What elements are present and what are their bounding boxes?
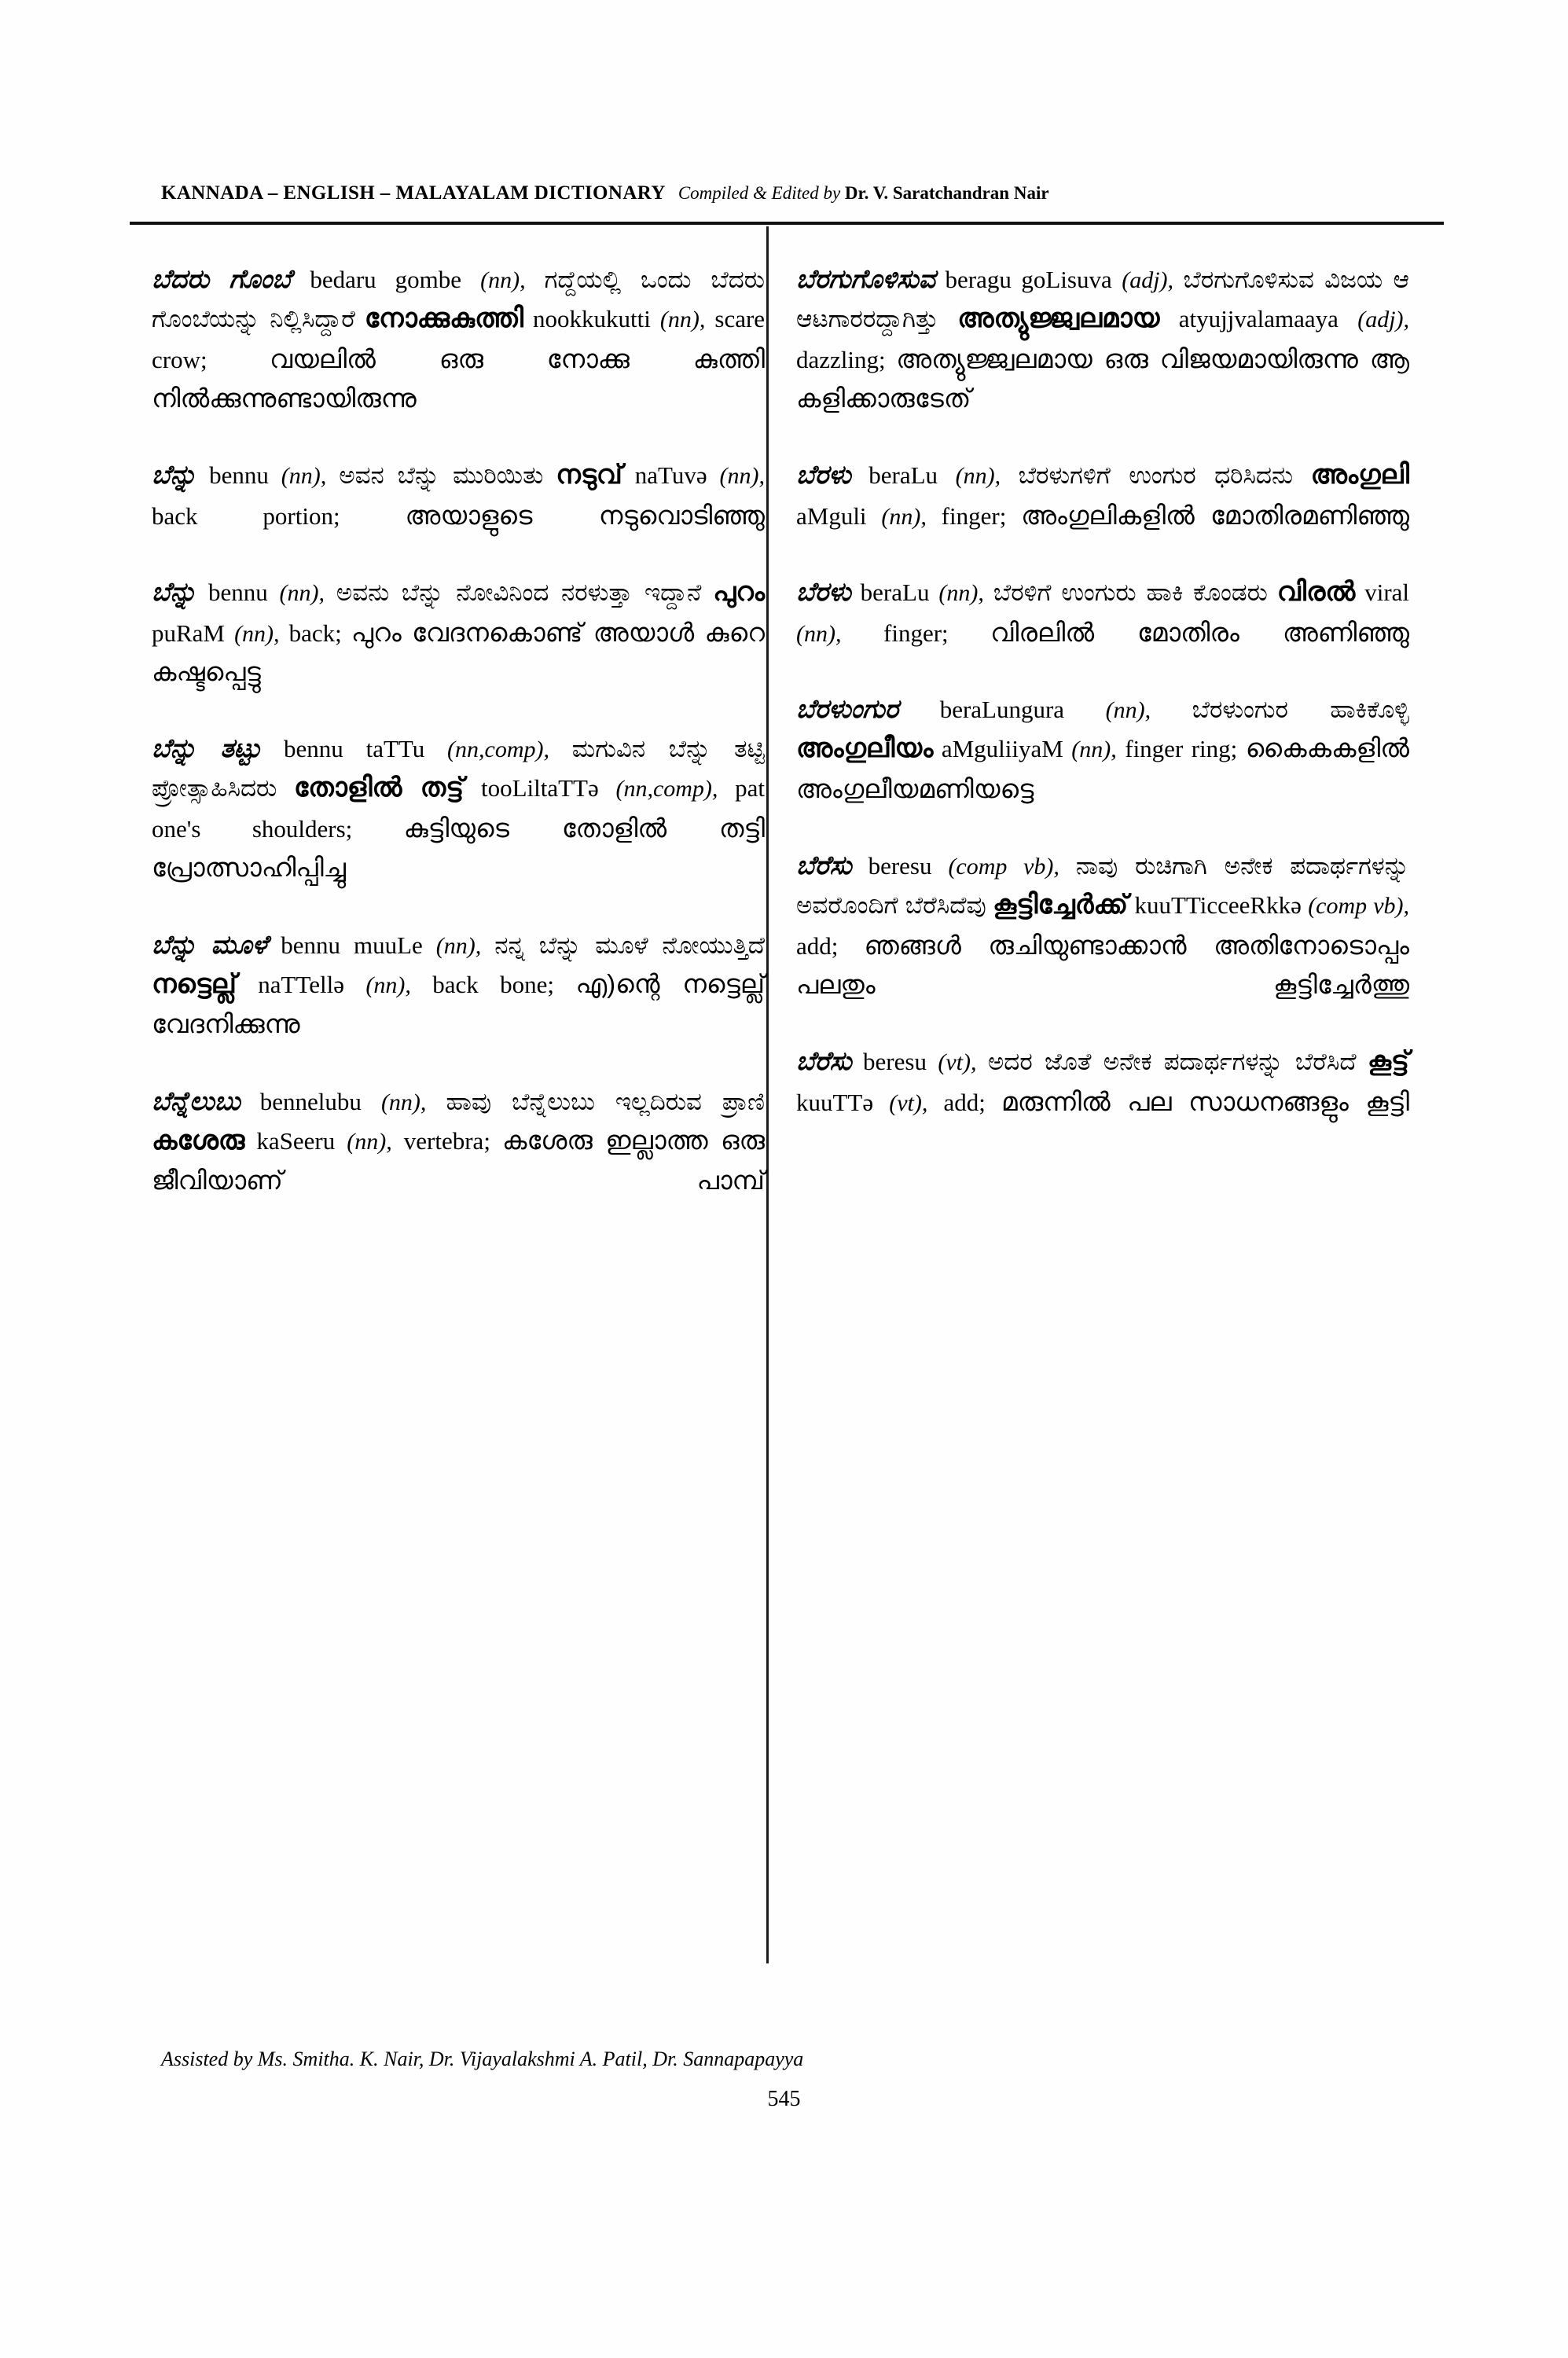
english-gloss: add; [943, 1089, 986, 1117]
entry-text [152, 455, 765, 572]
english-gloss: finger ring; [1125, 735, 1238, 763]
headword-kannada: ಬೆರಳು [796, 460, 851, 490]
headword-kannada: ಬೆದರು ಗೊಂಬೆ [152, 264, 292, 293]
headword-kannada: ಬೆರಗುಗೊಳಿಸುವ [796, 264, 936, 293]
example-malayalam: വിരലിൽ മോതിരം അണിഞ്ഞു [990, 617, 1410, 647]
dictionary-entry [152, 572, 765, 729]
romanization-malayalam: aMguliiyaM [941, 735, 1063, 763]
part-of-speech-malayalam: (nn), [365, 971, 411, 998]
example-malayalam: കൈകകളിൽ അംഗുലീയമണിയട്ടെ [796, 733, 1410, 803]
romanization-kannada: beraLu [868, 461, 938, 490]
headword-malayalam: വിരൽ [1276, 577, 1356, 608]
example-malayalam: എ)ന്റെ നട്ടെല്ല് വേദനിക്കുന്നു [152, 968, 766, 1039]
headword-malayalam: അംഗുലി [1310, 460, 1409, 490]
right-column [796, 259, 1409, 1159]
entry-text [796, 1041, 1409, 1159]
romanization-malayalam: puRaM [152, 619, 225, 647]
editor-credit [678, 183, 1049, 204]
entry-text [796, 455, 1409, 572]
romanization-kannada: beraLungura [939, 696, 1065, 724]
entry-text [152, 1082, 765, 1238]
english-gloss: dazzling; [796, 345, 886, 373]
example-malayalam: അംഗുലികളിൽ മോതിരമണിഞ്ഞു [1021, 500, 1410, 530]
part-of-speech-malayalam: (nn), [881, 503, 927, 530]
entry-text [152, 729, 765, 924]
column-divider [766, 226, 769, 1963]
dictionary-entry [796, 846, 1409, 1041]
headword-kannada: ಬೆರೆಸು [796, 850, 852, 880]
part-of-speech-kannada: (adj), [1122, 267, 1174, 293]
entry-text [152, 259, 765, 455]
example-kannada: ಅವನ ಬೆನ್ನು ಮುರಿಯಿತು [339, 461, 544, 490]
romanization-malayalam: nookkukutti [533, 305, 651, 333]
romanization-kannada: bennelubu [259, 1087, 362, 1115]
example-malayalam: മരുന്നിൽ പല സാധനങ്ങളും കൂട്ടി [1001, 1087, 1410, 1117]
headword-malayalam: കൂട്ട് [1367, 1046, 1410, 1077]
part-of-speech-malayalam: (nn), [234, 620, 280, 647]
romanization-kannada: bennu [209, 461, 269, 490]
english-gloss: finger; [883, 619, 949, 647]
example-malayalam: അത്യുജ്ജ്വലമായ ഒരു വിജയമായിരുന്നു ആ കളിക്കാരുടേത് [796, 343, 1409, 413]
headword-kannada: ಬೆನ್ನು [152, 577, 197, 607]
english-gloss: scare crow; [152, 305, 766, 373]
headword-malayalam: പുറം [713, 577, 766, 608]
dictionary-entry [796, 259, 1409, 455]
entry-text [796, 572, 1409, 689]
romanization-kannada: bennu taTTu [284, 735, 425, 763]
page-number: 545 [767, 2087, 801, 2111]
example-kannada: ಮಗುವಿನ ಬೆನ್ನು ತಟ್ಟಿ ಪ್ರೋತ್ಸಾಹಿಸಿದರು [152, 735, 766, 803]
romanization-malayalam: naTTellə [258, 970, 344, 998]
part-of-speech-malayalam: (comp vb), [1308, 893, 1410, 920]
header-rule [130, 222, 1444, 225]
dictionary-entry [152, 925, 765, 1082]
part-of-speech-kannada: (nn), [279, 580, 325, 607]
headword-kannada: ಬೆನ್ನು ಮೂಳೆ [152, 929, 268, 959]
part-of-speech-kannada: (nn), [380, 1089, 427, 1115]
part-of-speech-kannada: (nn), [480, 267, 526, 293]
example-kannada: ಅದರ ಜೊತೆ ಅನೇಕ ಪದಾರ್ಥಗಳನ್ನು ಬೆರೆಸಿದೆ [987, 1048, 1357, 1076]
english-gloss: back bone; [432, 970, 555, 998]
dictionary-entry [152, 259, 765, 455]
dictionary-entry [796, 572, 1409, 689]
page-title: KANNADA – ENGLISH – MALAYALAM DICTIONARY [161, 182, 666, 204]
romanization-kannada: beraLu [860, 578, 930, 607]
example-kannada: ಬೆರಳಿಗೆ ಉಂಗುರು ಹಾಕಿ ಕೊಂಡರು [993, 578, 1268, 607]
part-of-speech-kannada: (nn), [938, 580, 984, 607]
editor-name: Dr. V. Saratchandran Nair [844, 183, 1049, 203]
english-gloss: vertebra; [403, 1126, 490, 1155]
example-malayalam: വയലിൽ ഒരു നോക്കു കുത്തി നിൽക്കുന്നുണ്ടായിരുന്നു [152, 343, 765, 413]
example-kannada: ಬೆರಳುಂಗುರ ಹಾಕಿಕೊಳ್ಳಿ [1192, 696, 1410, 724]
dictionary-entry [796, 455, 1409, 572]
part-of-speech-malayalam: (vt), [889, 1090, 928, 1117]
part-of-speech-malayalam: (nn), [796, 620, 842, 647]
romanization-malayalam: kaSeeru [256, 1126, 336, 1155]
example-malayalam: ഞങ്ങൾ രുചിയുണ്ടാക്കാൻ അതിനോടൊപ്പം പലതും കൂട്ടിച്ചേർത്തു [796, 931, 1409, 1000]
headword-kannada: ಬೆರಳುಂಗುರ [796, 694, 899, 724]
headword-malayalam: അംഗുലീയം [796, 733, 934, 764]
example-kannada: ನನ್ನ ಬೆನ್ನು ಮೂಳೆ ನೋಯುತ್ತಿದೆ [494, 931, 765, 959]
example-malayalam: പുറം വേദനകൊണ്ട് അയാൾ കുറെ കഷ്ടപ്പെട്ടു [152, 617, 766, 687]
english-gloss: back; [288, 619, 342, 647]
english-gloss: finger; [941, 501, 1007, 530]
editor-credit-prefix: Compiled & Edited by [678, 183, 845, 203]
romanization-kannada: beragu goLisuva [945, 266, 1112, 293]
part-of-speech-kannada: (nn), [435, 932, 482, 959]
romanization-malayalam: kuuTTə [796, 1089, 874, 1117]
romanization-kannada: bennu [207, 578, 268, 607]
headword-malayalam: നടുവ് [556, 460, 622, 490]
entry-text [796, 689, 1409, 846]
entry-text [796, 259, 1409, 455]
romanization-kannada: beresu [868, 852, 932, 880]
romanization-malayalam: tooLiltaTTə [480, 774, 599, 803]
running-head [161, 182, 1419, 204]
part-of-speech-malayalam: (nn), [659, 307, 706, 333]
english-gloss: back portion; [152, 501, 340, 530]
part-of-speech-kannada: (nn), [955, 463, 1001, 490]
entry-text [152, 925, 765, 1082]
headword-malayalam: തോളിൽ തട്ട് [294, 773, 465, 803]
entry-text [152, 572, 765, 729]
part-of-speech-malayalam: (nn,comp), [615, 776, 718, 803]
dictionary-entry [152, 729, 765, 924]
headword-malayalam: നോക്കുകുത്തി [364, 303, 524, 334]
entry-text [796, 846, 1409, 1041]
english-gloss: pat one's shoulders; [152, 774, 766, 843]
headword-malayalam: കശേരു [152, 1125, 245, 1155]
example-kannada: ಹಾವು ಬೆನ್ನೆಲುಬು ಇಲ್ಲದಿರುವ ಪ್ರಾಣಿ [446, 1087, 765, 1115]
example-malayalam: കശേരു ഇല്ലാത്ത ഒരു ജീവിയാണ് പാമ്പ് [152, 1125, 765, 1196]
left-column [152, 259, 765, 1238]
part-of-speech-kannada: (nn), [1105, 697, 1151, 724]
english-gloss: add; [796, 932, 839, 960]
part-of-speech-malayalam: (nn), [347, 1128, 392, 1155]
romanization-kannada: bennu muuLe [281, 931, 423, 959]
example-kannada: ಗದ್ದೆಯಲ್ಲಿ ಒಂದು ಬೆದರು ಗೊಂಬೆಯನ್ನು ನಿಲ್ಲಿಸಿದ್ದಾರೆ [152, 266, 766, 333]
dictionary-entry [152, 1082, 765, 1238]
part-of-speech-kannada: (nn,comp), [447, 736, 549, 763]
assistants-credit: Assisted by Ms. Smitha. K. Nair, Dr. Vijayalakshmi A. Patil, Dr. Sannapapayya [161, 2048, 804, 2070]
headword-malayalam: നട്ടെല്ല് [152, 968, 237, 999]
dictionary-entry [796, 689, 1409, 846]
romanization-malayalam: atyujjvalamaaya [1178, 305, 1338, 333]
headword-malayalam: അത്യുജ്ജ്വലമായ [957, 303, 1160, 334]
dictionary-entry [152, 455, 765, 572]
headword-malayalam: കൂട്ടിച്ചേർക്ക് [993, 890, 1129, 920]
romanization-kannada: bedaru gombe [310, 266, 462, 293]
romanization-malayalam: naTuvə [634, 461, 707, 490]
example-kannada: ಬೆರಗುಗೊಳಿಸುವ ವಿಜಯ ಆ ಆಟಗಾರರದ್ದಾಗಿತ್ತು [796, 266, 1409, 333]
part-of-speech-malayalam: (adj), [1357, 307, 1410, 333]
headword-kannada: ಬೆನ್ನೆಲುಬು [152, 1085, 241, 1115]
part-of-speech-kannada: (comp vb), [948, 854, 1059, 880]
headword-kannada: ಬೆರಳು [796, 577, 851, 607]
example-kannada: ಬೆರಳುಗಳಿಗೆ ಉಂಗುರ ಧರಿಸಿದನು [1018, 461, 1294, 490]
part-of-speech-kannada: (nn), [281, 463, 327, 490]
romanization-kannada: beresu [863, 1048, 927, 1076]
headword-kannada: ಬೆನ್ನು ತಟ್ಟು [152, 733, 262, 763]
example-kannada: ನಾವು ರುಚಿಗಾಗಿ ಅನೇಕ ಪದಾರ್ಥಗಳನ್ನು ಅವರೊಂದಿಗೆ ಬೆರೆಸಿದೆವು [796, 852, 1410, 920]
part-of-speech-malayalam: (nn), [719, 463, 766, 490]
romanization-malayalam: aMguli [796, 501, 867, 530]
example-malayalam: കുട്ടിയുടെ തോളിൽ തട്ടി പ്രോത്സാഹിപ്പിച്ചു [152, 814, 765, 883]
example-kannada: ಅವನು ಬೆನ್ನು ನೋವಿನಿಂದ ನರಳುತ್ತಾ ಇದ್ದಾನೆ [336, 578, 702, 607]
example-malayalam: അയാളുടെ നടുവൊടിഞ്ഞു [405, 500, 765, 530]
romanization-malayalam: kuuTTicceeRkkə [1134, 891, 1302, 920]
romanization-malayalam: viral [1364, 578, 1410, 607]
part-of-speech-kannada: (vt), [938, 1049, 977, 1076]
part-of-speech-malayalam: (nn), [1071, 736, 1117, 763]
dictionary-entry [796, 1041, 1409, 1159]
headword-kannada: ಬೆನ್ನು [152, 460, 197, 490]
headword-kannada: ಬೆರೆಸು [796, 1046, 852, 1076]
